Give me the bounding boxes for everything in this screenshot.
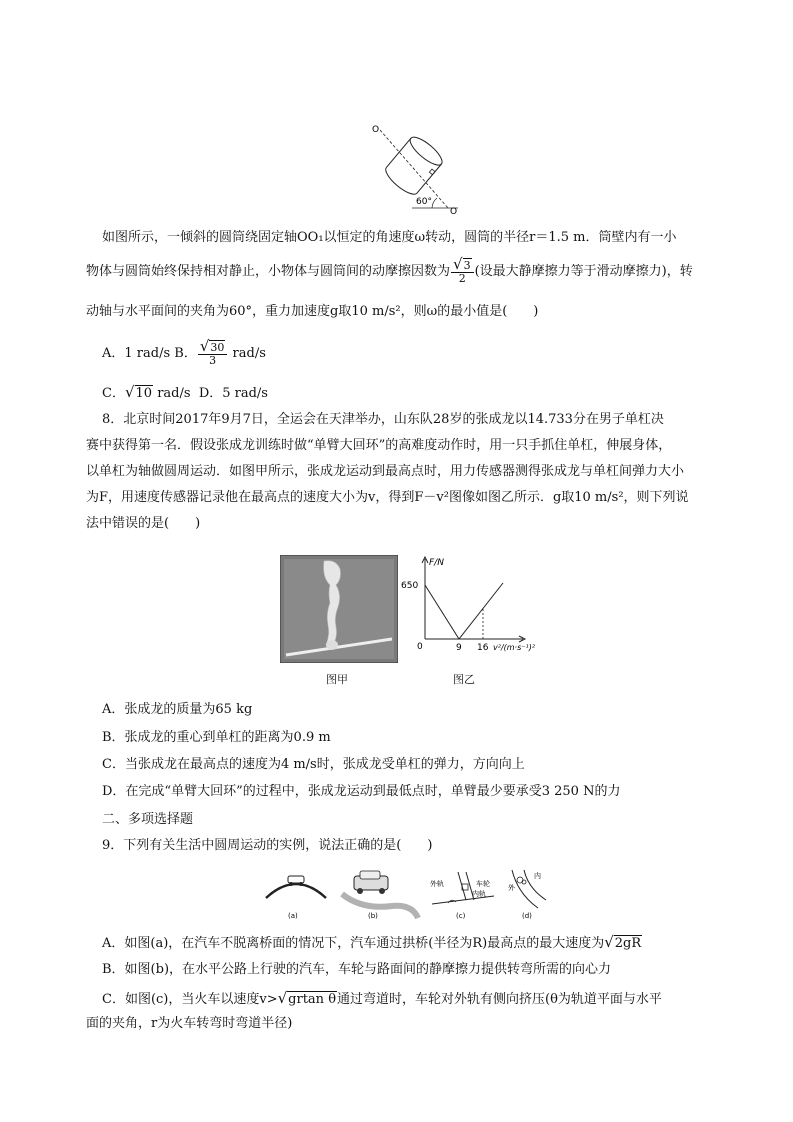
q9-option-a: A．如图(a)，在汽车不脱离桥面的情况下，汽车通过拱桥(半径为R)最高点的最大速度为√2gR [102, 933, 642, 951]
q7-options-ab [102, 337, 730, 367]
q8-option-c: C．当张成龙在最高点的速度为4 m/s时，张成龙受单杠的弹力，方向向上 [102, 757, 525, 772]
inner-rail-label: 内轨 [472, 890, 486, 898]
x-axis-label: v²/(m·s⁻¹)² [493, 643, 535, 652]
q7-option-b: B． $\frac{√30}{3}$ rad/s [174, 337, 266, 367]
q7-option-c: C．√10 rad/s [102, 383, 191, 401]
y-axis-label: F/N [429, 558, 444, 568]
outer-rail-label: 外轨 [430, 880, 444, 888]
inner-label: 内 [534, 872, 541, 880]
fig-d-label: (d) [522, 912, 532, 920]
f-v2-graph [395, 553, 535, 665]
q7-options-cd [102, 382, 730, 404]
fig-c-label: (c) [456, 912, 466, 920]
origin-label: 0 [417, 642, 423, 652]
q8-option-d: D．在完成“单臂大回环”的过程中，张成龙运动到最低点时，单臂最少要承受3 250 N的力 [102, 784, 621, 799]
o-label: O [372, 125, 380, 135]
fig-b-caption: 图乙 [453, 673, 475, 686]
gymnast-photo [280, 555, 398, 663]
q7-line3: 动轴与水平面间的夹角为60°，重力加速度g取10 m/s²，则ω的最小值是( ) [86, 304, 539, 319]
q9-option-b: B．如图(b)，在水平公路上行驶的汽车，车轮与路面间的静摩擦力提供转弯所需的向心力 [102, 962, 612, 977]
graph-line-down [425, 585, 459, 639]
q8-line1: 8．北京时间2017年9月7日，全运会在天津举办，山东队28岁的张成龙以14.733分在男子单杠决 [102, 412, 664, 427]
q7-line1: 如图所示，一倾斜的圆筒绕固定轴OO₁以恒定的角速度ω转动，圆筒的半径r＝1.5 m．筒壁内有一小 [102, 230, 677, 245]
graph-line-up [459, 583, 503, 639]
fig-a-caption: 图甲 [326, 673, 348, 686]
q9-line1: 9．下列有关生活中圆周运动的实例，说法正确的是( ) [102, 838, 433, 853]
q7-option-d: D．5 rad/s [198, 386, 268, 401]
q8-option-a: A．张成龙的质量为65 kg [102, 702, 253, 717]
q8-line2: 赛中获得第一名．假设张成龙训练时做“单臂大回环”的高难度动作时，用一只手抓住单杠，伸展身体， [86, 438, 672, 453]
x-tick-9: 9 [456, 643, 462, 653]
q7-line2: 物体与圆筒始终保持相对静止，小物体与圆筒间的动摩擦因数为 $\frac{√3}{2}$ (设最大静摩擦力等于滑动摩擦力)，转 [86, 255, 693, 285]
q7-option-a: A．1 rad/s [102, 346, 171, 361]
q9-option-c: C．如图(c)，当火车以速度v>√grtan θ通过弯道时，车轮对外轨有侧向挤压(θ为轨道平面与水平 [102, 989, 662, 1007]
y-tick-650: 650 [401, 581, 419, 591]
q8-line3: 以单杠为轴做圆周运动．如图甲所示，张成龙运动到最高点时，用力传感器测得张成龙与单杠间弹力大小 [86, 464, 685, 479]
q9-option-c-line2: 面的夹角，r为火车转弯时弯道半径) [86, 1016, 293, 1031]
fig-b-label: (b) [368, 912, 378, 920]
q8-option-b: B．张成龙的重心到单杠的距离为0.9 m [102, 730, 331, 745]
outer-label: 外 [508, 884, 515, 892]
fig-a-label: (a) [288, 912, 298, 920]
angle-label: 60° [416, 197, 432, 207]
q8-line5: 法中错误的是( ) [86, 516, 201, 531]
x-tick-16: 16 [477, 643, 489, 653]
q9-figures [262, 866, 552, 928]
o1-label: O [450, 207, 458, 217]
section-heading: 二、多项选择题 [102, 812, 194, 827]
wheel-label: 车轮 [476, 880, 490, 888]
q8-line4: 为F，用速度传感器记录他在最高点的速度大小为v，得到F－v²图像如图乙所示．g取10 m/s²，则下列说 [86, 490, 689, 505]
mu-fraction: $\frac{√3}{2}$ [451, 258, 474, 285]
cylinder-figure [362, 118, 462, 218]
